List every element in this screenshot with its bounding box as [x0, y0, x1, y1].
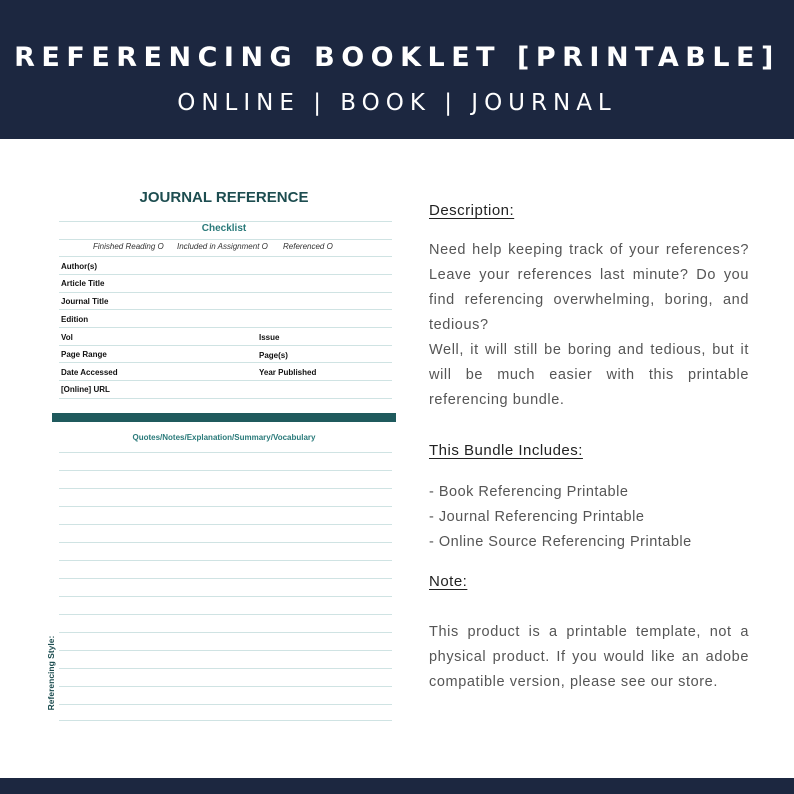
sheet-heading: JOURNAL REFERENCE: [139, 189, 309, 206]
bundle-item: - Online Source Referencing Printable: [429, 534, 692, 550]
note-paragraph: This product is a printable template, not a physical product. If you would like an adobe compatible version, please see our store.: [429, 624, 749, 690]
notes-line: [59, 560, 392, 561]
divider: [59, 292, 392, 293]
notes-line: [59, 596, 392, 597]
notes-line: [59, 488, 392, 489]
field-date-accessed: Date Accessed: [61, 368, 118, 377]
field-page-range: Page Range: [61, 350, 107, 359]
section-bar: [52, 413, 396, 422]
divider: [59, 380, 392, 381]
checkbox-circle-icon: O: [261, 242, 268, 251]
notes-line: [59, 720, 392, 721]
journal-reference-sheet: [46, 180, 396, 725]
divider: [59, 239, 392, 240]
field-year-published: Year Published: [259, 368, 317, 377]
divider: [59, 274, 392, 275]
checklist-title: Checklist: [201, 223, 247, 234]
divider: [59, 362, 392, 363]
notes-line: [59, 614, 392, 615]
bundle-item: - Book Referencing Printable: [429, 484, 629, 500]
field-pages: Page(s): [259, 351, 288, 360]
divider: [59, 398, 392, 399]
field-article-title: Article Title: [61, 279, 105, 288]
notes-line: [59, 524, 392, 525]
divider: [59, 327, 392, 328]
notes-line: [59, 668, 392, 669]
notes-line: [59, 542, 392, 543]
field-author: Author(s): [61, 262, 97, 271]
bundle-item: - Journal Referencing Printable: [429, 509, 645, 525]
divider: [59, 221, 392, 222]
notes-line: [59, 506, 392, 507]
checkbox-circle-icon: O: [157, 242, 164, 251]
bundle-heading: This Bundle Includes:: [429, 442, 583, 459]
notes-line: [59, 578, 392, 579]
field-journal-title: Journal Title: [61, 297, 109, 306]
checkbox-circle-icon: O: [326, 242, 333, 251]
field-edition: Edition: [61, 315, 89, 324]
page-subtitle: ONLINE | BOOK | JOURNAL: [177, 90, 617, 116]
checklist-item: Finished Reading O: [93, 242, 164, 251]
checklist-item: Referenced O: [283, 242, 333, 251]
divider: [59, 256, 392, 257]
header-banner: [0, 0, 794, 139]
referencing-style-label: Referencing Style:: [46, 635, 56, 711]
footer-bar: [0, 778, 794, 794]
notes-line: [59, 650, 392, 651]
divider: [59, 345, 392, 346]
note-heading: Note:: [429, 573, 468, 590]
description-heading: Description:: [429, 202, 515, 219]
notes-line: [59, 452, 392, 453]
field-issue: Issue: [259, 333, 280, 342]
notes-line: [59, 686, 392, 687]
notes-line: [59, 470, 392, 471]
notes-title: Quotes/Notes/Explanation/Summary/Vocabulary: [132, 433, 316, 442]
notes-line: [59, 632, 392, 633]
checklist-item: Included in Assignment O: [177, 242, 268, 251]
notes-line: [59, 704, 392, 705]
field-url: [Online] URL: [61, 385, 110, 394]
page-title: REFERENCING BOOKLET [PRINTABLE]: [14, 42, 780, 73]
field-vol: Vol: [61, 333, 73, 342]
divider: [59, 309, 392, 310]
description-paragraph: Need help keeping track of your references? Leave your references last minute? Do you find referencing overwhelming, boring, and tedious?: [429, 242, 749, 333]
description-paragraph: Well, it will still be boring and tedious, but it will be much easier with this printable referencing bundle.: [429, 342, 749, 408]
